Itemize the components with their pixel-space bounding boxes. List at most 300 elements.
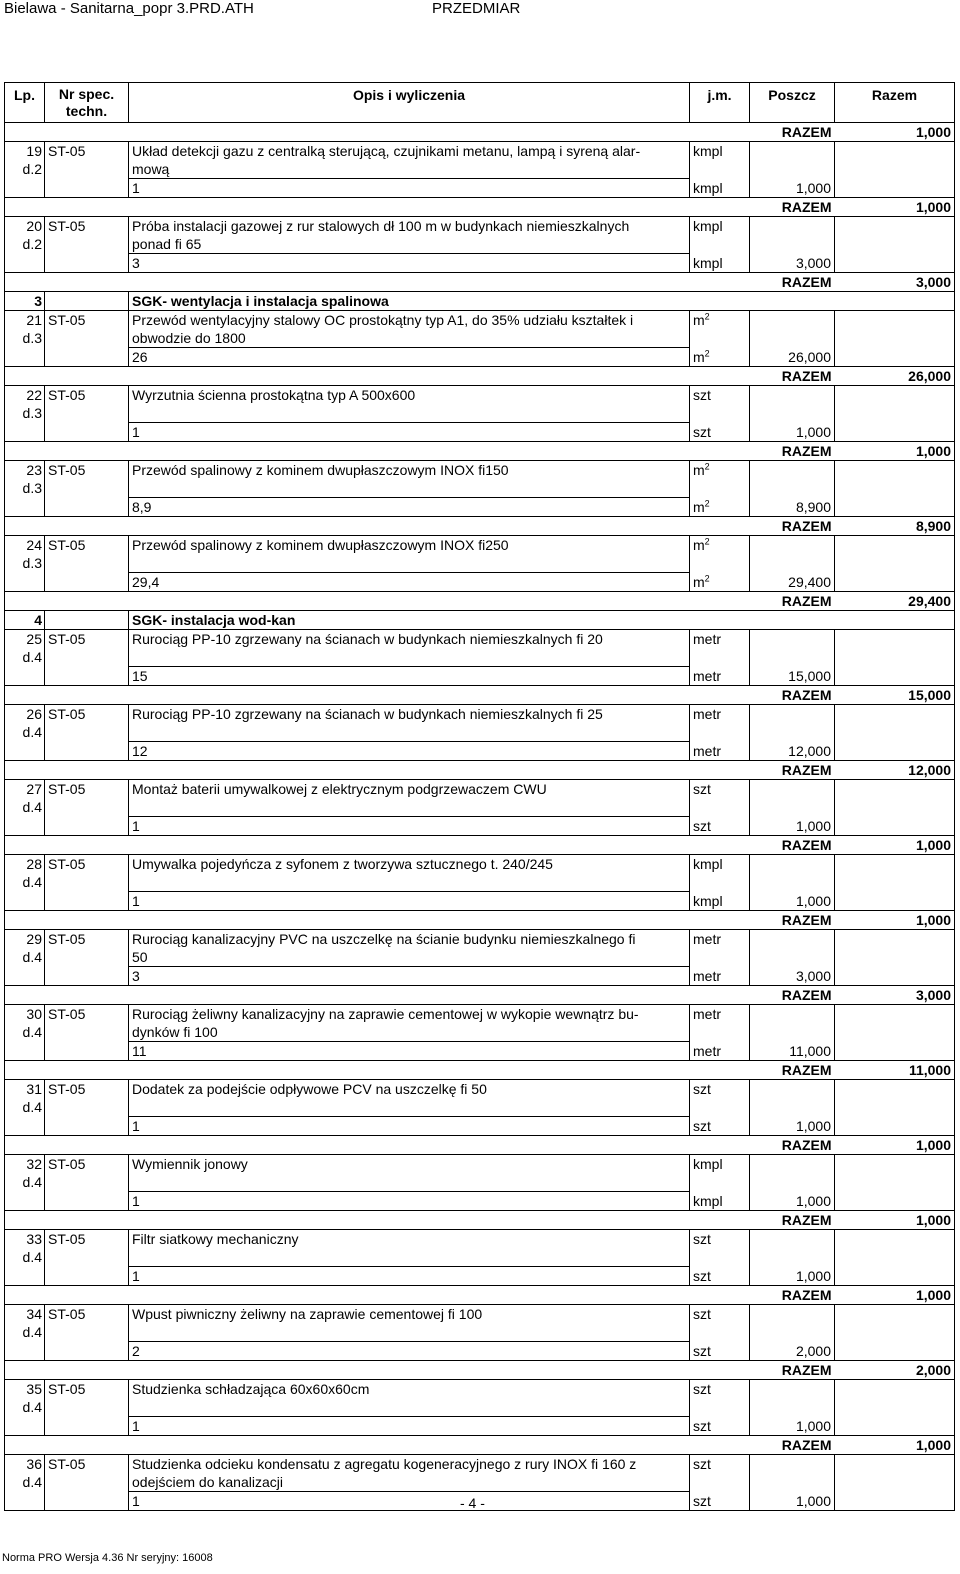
razem-row (5, 911, 955, 930)
item-razem-empty (835, 930, 955, 967)
item-calc-unit (690, 348, 750, 367)
item-spec: ST-05 (45, 217, 129, 273)
calc-row (5, 1267, 955, 1286)
item-number (5, 311, 45, 367)
item-desc-line1: Układ detekcji gazu z centralką sterującą, czujnikami metanu, lampą i syreną alar- (132, 143, 641, 159)
razem-value: 11,000 (835, 1061, 955, 1080)
razem-label: RAZEM (5, 911, 835, 930)
item-unit (690, 142, 750, 179)
item-razem-empty (835, 536, 955, 573)
item-lp-suffix: d.4 (22, 649, 42, 665)
item-desc-line1: Rurociąg żeliwny kanalizacyjny na zaprawie cementowej w wykopie wewnątrz bu- (132, 1006, 639, 1022)
calc-row (5, 967, 955, 986)
calc-row (5, 1192, 955, 1211)
item-desc-line1: Wymiennik jonowy (132, 1156, 248, 1172)
item-poszcz-empty (750, 386, 835, 423)
razem-label: RAZEM (5, 1436, 835, 1455)
razem-value: 2,000 (835, 1361, 955, 1380)
item-unit-text: szt (693, 1081, 711, 1097)
col-poszcz: Poszcz (750, 83, 835, 123)
razem-row (5, 836, 955, 855)
item-description (129, 930, 690, 967)
item-desc-line1: Umywalka pojedyńcza z syfonem z tworzywa sztucznego t. 240/245 (132, 856, 553, 872)
razem-value: 1,000 (835, 198, 955, 217)
razem-value: 1,000 (835, 1286, 955, 1305)
razem-row (5, 1136, 955, 1155)
item-desc-line1: Przewód spalinowy z kominem dwupłaszczowym INOX fi250 (132, 537, 509, 553)
razem-label: RAZEM (5, 1361, 835, 1380)
item-number (5, 142, 45, 198)
item-calc-unit-text: m (693, 573, 705, 590)
razem-label: RAZEM (5, 367, 835, 386)
item-spec: ST-05 (45, 1155, 129, 1211)
item-desc-line1: Dodatek za podejście odpływowe PCV na uszczelkę fi 50 (132, 1081, 487, 1097)
item-poszcz: 1,000 (750, 892, 835, 911)
razem-value: 1,000 (835, 911, 955, 930)
razem-row (5, 1211, 955, 1230)
item-unit (690, 1080, 750, 1117)
przedmiar-table (4, 82, 954, 1511)
item-spec: ST-05 (45, 461, 129, 517)
item-calc: 2 (129, 1342, 690, 1361)
item-poszcz-empty (750, 1305, 835, 1342)
section-row (5, 292, 955, 311)
item-razem-empty (835, 311, 955, 348)
razem-label: RAZEM (5, 1136, 835, 1155)
razem-value: 1,000 (835, 1211, 955, 1230)
section-title: SGK- wentylacja i instalacja spalinowa (129, 292, 955, 311)
item-calc-unit-text: kmpl (693, 179, 723, 196)
table-row (5, 1455, 955, 1492)
item-calc: 3 (129, 967, 690, 986)
item-spec: ST-05 (45, 142, 129, 198)
item-poszcz: 8,900 (750, 498, 835, 517)
item-calc-unit-text: kmpl (693, 892, 723, 909)
item-unit (690, 1305, 750, 1342)
item-razem-blank (835, 967, 955, 986)
item-poszcz: 1,000 (750, 1267, 835, 1286)
item-razem-blank (835, 1342, 955, 1361)
item-desc-line1: Rurociąg kanalizacyjny PVC na uszczelkę na ścianie budynku niemieszkalnego fi (132, 931, 636, 947)
razem-label: RAZEM (5, 686, 835, 705)
item-lp: 26 (26, 706, 42, 722)
item-lp-suffix: d.3 (22, 480, 42, 496)
item-description (129, 217, 690, 254)
razem-value: 1,000 (835, 123, 955, 142)
razem-row (5, 367, 955, 386)
item-calc: 11 (129, 1042, 690, 1061)
item-desc-line2: obwodzie do 1800 (132, 330, 246, 346)
item-calc: 1 (129, 1492, 690, 1511)
item-number (5, 1380, 45, 1436)
item-description (129, 705, 690, 742)
calc-unit-exponent: 2 (704, 497, 710, 508)
item-desc-line1: Wyrzutnia ścienna prostokątna typ A 500x600 (132, 387, 416, 403)
calc-row (5, 892, 955, 911)
item-description (129, 1230, 690, 1267)
item-lp: 28 (26, 856, 42, 872)
calc-row (5, 179, 955, 198)
razem-row (5, 273, 955, 292)
item-calc-unit-text: m (693, 498, 705, 515)
item-description (129, 1005, 690, 1042)
col-razem: Razem (835, 83, 955, 123)
item-calc: 1 (129, 1417, 690, 1436)
item-razem-blank (835, 573, 955, 592)
item-unit-text: metr (693, 706, 721, 722)
item-unit (690, 311, 750, 348)
item-spec: ST-05 (45, 1455, 129, 1511)
item-lp-suffix: d.4 (22, 1174, 42, 1190)
item-calc-unit-text: kmpl (693, 1192, 723, 1209)
item-number (5, 705, 45, 761)
item-desc-line1: Montaż baterii umywalkowej z elektrycznym podgrzewaczem CWU (132, 781, 547, 797)
table-row (5, 1380, 955, 1417)
item-lp: 33 (26, 1231, 42, 1247)
item-lp: 25 (26, 631, 42, 647)
item-unit (690, 1380, 750, 1417)
item-calc-unit (690, 817, 750, 836)
item-poszcz-empty (750, 630, 835, 667)
item-calc: 1 (129, 817, 690, 836)
razem-label: RAZEM (5, 1061, 835, 1080)
item-lp-suffix: d.4 (22, 1249, 42, 1265)
item-spec: ST-05 (45, 311, 129, 367)
item-calc-unit (690, 1417, 750, 1436)
razem-label: RAZEM (5, 273, 835, 292)
calc-row (5, 742, 955, 761)
item-calc-unit-text: metr (693, 742, 721, 759)
item-lp: 24 (26, 537, 42, 553)
item-poszcz-empty (750, 780, 835, 817)
item-razem-empty (835, 1305, 955, 1342)
razem-row (5, 761, 955, 780)
item-number (5, 1455, 45, 1511)
item-desc-line1: Przewód wentylacyjny stalowy OC prostokątny typ A1, do 35% udziału kształtek i (132, 312, 634, 328)
item-lp-suffix: d.4 (22, 874, 42, 890)
item-poszcz-empty (750, 142, 835, 179)
razem-value: 12,000 (835, 761, 955, 780)
item-lp: 20 (26, 218, 42, 234)
item-poszcz: 15,000 (750, 667, 835, 686)
item-unit-text: kmpl (693, 856, 723, 872)
item-lp-suffix: d.3 (22, 330, 42, 346)
item-razem-blank (835, 498, 955, 517)
item-desc-line1: Rurociąg PP-10 zgrzewany na ścianach w budynkach niemieszkalnych fi 25 (132, 706, 603, 722)
item-razem-blank (835, 667, 955, 686)
item-lp-suffix: d.4 (22, 1399, 42, 1415)
item-razem-blank (835, 742, 955, 761)
item-calc-unit (690, 1342, 750, 1361)
item-razem-blank (835, 892, 955, 911)
item-unit-text: szt (693, 781, 711, 797)
section-title: SGK- instalacja wod-kan (129, 611, 955, 630)
section-spec (45, 292, 129, 311)
item-desc-line1: Próba instalacji gazowej z rur stalowych dł 100 m w budynkach niemieszkalnych (132, 218, 630, 234)
table-row (5, 930, 955, 967)
item-lp: 19 (26, 143, 42, 159)
item-poszcz-empty (750, 1455, 835, 1492)
table-body (5, 123, 955, 1511)
item-unit-text: m (693, 312, 705, 328)
item-desc-line1: Filtr siatkowy mechaniczny (132, 1231, 299, 1247)
razem-row (5, 442, 955, 461)
razem-row (5, 592, 955, 611)
item-desc-line1: Wpust piwniczny żeliwny na zaprawie cementowej fi 100 (132, 1306, 483, 1322)
item-number (5, 1005, 45, 1061)
item-calc-unit-text: szt (693, 1342, 711, 1359)
item-number (5, 536, 45, 592)
item-unit (690, 855, 750, 892)
item-calc-unit (690, 1117, 750, 1136)
item-unit (690, 536, 750, 573)
razem-row (5, 1286, 955, 1305)
item-unit-text: m (693, 537, 705, 553)
item-desc-line1: Studzienka schładzająca 60x60x60cm (132, 1381, 370, 1397)
item-calc: 1 (129, 423, 690, 442)
razem-value: 3,000 (835, 273, 955, 292)
item-unit (690, 461, 750, 498)
item-razem-blank (835, 348, 955, 367)
item-razem-empty (835, 461, 955, 498)
item-poszcz: 3,000 (750, 254, 835, 273)
document-type: PRZEDMIAR (432, 0, 521, 17)
item-number (5, 1305, 45, 1361)
item-razem-empty (835, 1005, 955, 1042)
razem-value: 29,400 (835, 592, 955, 611)
item-razem-empty (835, 630, 955, 667)
item-desc-line1: Przewód spalinowy z kominem dwupłaszczowym INOX fi150 (132, 462, 509, 478)
item-unit (690, 780, 750, 817)
item-description (129, 1305, 690, 1342)
item-number (5, 1155, 45, 1211)
item-poszcz-empty (750, 461, 835, 498)
item-razem-blank (835, 1267, 955, 1286)
item-spec: ST-05 (45, 630, 129, 686)
item-calc-unit (690, 179, 750, 198)
page-number: - 4 - (460, 1495, 485, 1511)
razem-row (5, 1436, 955, 1455)
item-poszcz-empty (750, 1230, 835, 1267)
unit-exponent: 2 (704, 311, 710, 322)
razem-label: RAZEM (5, 1211, 835, 1230)
item-calc: 1 (129, 892, 690, 911)
table-header (5, 83, 955, 123)
item-unit (690, 1155, 750, 1192)
item-lp: 32 (26, 1156, 42, 1172)
item-desc-line2: odejściem do kanalizacji (132, 1474, 283, 1490)
item-spec: ST-05 (45, 1305, 129, 1361)
item-calc: 29,4 (129, 573, 690, 592)
item-unit-text: szt (693, 1231, 711, 1247)
item-spec: ST-05 (45, 705, 129, 761)
item-description (129, 461, 690, 498)
calc-row (5, 423, 955, 442)
calc-unit-exponent: 2 (704, 572, 710, 583)
item-razem-empty (835, 142, 955, 179)
item-number (5, 780, 45, 836)
software-note: Norma PRO Wersja 4.36 Nr seryjny: 16008 (2, 1552, 213, 1564)
razem-label: RAZEM (5, 592, 835, 611)
item-razem-blank (835, 423, 955, 442)
calc-row (5, 1042, 955, 1061)
razem-value: 1,000 (835, 442, 955, 461)
item-calc-unit-text: szt (693, 1417, 711, 1434)
item-unit-text: szt (693, 1306, 711, 1322)
item-unit (690, 386, 750, 423)
item-razem-empty (835, 1080, 955, 1117)
item-poszcz-empty (750, 1155, 835, 1192)
table-row (5, 217, 955, 254)
item-razem-blank (835, 1417, 955, 1436)
item-unit (690, 1005, 750, 1042)
item-lp-suffix: d.3 (22, 555, 42, 571)
item-spec: ST-05 (45, 1005, 129, 1061)
item-description (129, 630, 690, 667)
item-poszcz-empty (750, 930, 835, 967)
item-lp: 29 (26, 931, 42, 947)
item-lp: 34 (26, 1306, 42, 1322)
item-calc-unit (690, 423, 750, 442)
item-calc: 1 (129, 1117, 690, 1136)
item-calc-unit-text: szt (693, 423, 711, 440)
item-lp-suffix: d.4 (22, 949, 42, 965)
item-poszcz-empty (750, 1080, 835, 1117)
item-unit-text: metr (693, 1006, 721, 1022)
table-row (5, 1155, 955, 1192)
razem-label: RAZEM (5, 836, 835, 855)
item-calc-unit (690, 498, 750, 517)
item-poszcz: 2,000 (750, 1342, 835, 1361)
razem-row (5, 123, 955, 142)
razem-label: RAZEM (5, 442, 835, 461)
item-unit-text: m (693, 462, 705, 478)
item-description (129, 855, 690, 892)
item-desc-line1: Rurociąg PP-10 zgrzewany na ścianach w budynkach niemieszkalnych fi 20 (132, 631, 603, 647)
table-row (5, 536, 955, 573)
item-calc: 8,9 (129, 498, 690, 517)
item-poszcz: 29,400 (750, 573, 835, 592)
item-number (5, 1080, 45, 1136)
item-calc-unit (690, 742, 750, 761)
item-spec: ST-05 (45, 1230, 129, 1286)
razem-label: RAZEM (5, 761, 835, 780)
razem-value: 15,000 (835, 686, 955, 705)
item-calc-unit-text: szt (693, 1492, 711, 1509)
item-razem-empty (835, 780, 955, 817)
item-calc-unit-text: metr (693, 1042, 721, 1059)
item-calc-unit-text: m (693, 348, 705, 365)
item-razem-empty (835, 386, 955, 423)
calc-row (5, 254, 955, 273)
calc-row (5, 498, 955, 517)
razem-label: RAZEM (5, 517, 835, 536)
item-razem-empty (835, 1455, 955, 1492)
item-razem-blank (835, 254, 955, 273)
item-lp: 35 (26, 1381, 42, 1397)
razem-label: RAZEM (5, 1286, 835, 1305)
item-desc-line2: ponad fi 65 (132, 236, 202, 252)
table-row (5, 1305, 955, 1342)
item-unit-text: szt (693, 1381, 711, 1397)
item-calc-unit-text: szt (693, 817, 711, 834)
item-desc-line2: mową (132, 161, 170, 177)
item-lp-suffix: d.4 (22, 1474, 42, 1490)
item-calc: 1 (129, 1192, 690, 1211)
table-row (5, 1080, 955, 1117)
calc-unit-exponent: 2 (704, 347, 710, 358)
item-poszcz: 12,000 (750, 742, 835, 761)
item-description (129, 142, 690, 179)
item-number (5, 1230, 45, 1286)
item-unit-text: kmpl (693, 1156, 723, 1172)
item-razem-blank (835, 1192, 955, 1211)
col-opis: Opis i wyliczenia (129, 83, 690, 123)
table-row (5, 630, 955, 667)
item-number (5, 930, 45, 986)
razem-row (5, 986, 955, 1005)
razem-value: 26,000 (835, 367, 955, 386)
item-spec: ST-05 (45, 386, 129, 442)
item-spec: ST-05 (45, 855, 129, 911)
item-poszcz-empty (750, 705, 835, 742)
item-calc: 26 (129, 348, 690, 367)
unit-exponent: 2 (704, 536, 710, 547)
item-razem-empty (835, 217, 955, 254)
item-calc: 1 (129, 1267, 690, 1286)
item-unit (690, 1455, 750, 1492)
item-lp: 23 (26, 462, 42, 478)
item-lp-suffix: d.4 (22, 724, 42, 740)
item-description (129, 1380, 690, 1417)
item-calc-unit (690, 254, 750, 273)
razem-row (5, 1361, 955, 1380)
item-desc-line2: 50 (132, 949, 148, 965)
item-number (5, 217, 45, 273)
item-razem-blank (835, 1117, 955, 1136)
item-unit-text: szt (693, 1456, 711, 1472)
item-unit (690, 1230, 750, 1267)
section-spec (45, 611, 129, 630)
item-unit (690, 630, 750, 667)
item-poszcz-empty (750, 1380, 835, 1417)
razem-label: RAZEM (5, 123, 835, 142)
col-nr-spec: Nr spec. techn. (45, 83, 129, 123)
razem-value: 1,000 (835, 1136, 955, 1155)
item-number (5, 630, 45, 686)
calc-row (5, 573, 955, 592)
razem-label: RAZEM (5, 198, 835, 217)
item-unit-text: kmpl (693, 218, 723, 234)
item-calc-unit-text: szt (693, 1117, 711, 1134)
item-lp: 21 (26, 312, 42, 328)
item-unit (690, 930, 750, 967)
item-poszcz: 1,000 (750, 179, 835, 198)
item-calc-unit-text: metr (693, 667, 721, 684)
item-poszcz: 3,000 (750, 967, 835, 986)
table-row (5, 1230, 955, 1267)
item-description (129, 311, 690, 348)
calc-row (5, 1117, 955, 1136)
item-number (5, 461, 45, 517)
item-lp: 27 (26, 781, 42, 797)
razem-value: 3,000 (835, 986, 955, 1005)
razem-value: 1,000 (835, 1436, 955, 1455)
item-spec: ST-05 (45, 930, 129, 986)
item-poszcz: 1,000 (750, 1417, 835, 1436)
table-row (5, 461, 955, 498)
item-lp-suffix: d.4 (22, 1324, 42, 1340)
